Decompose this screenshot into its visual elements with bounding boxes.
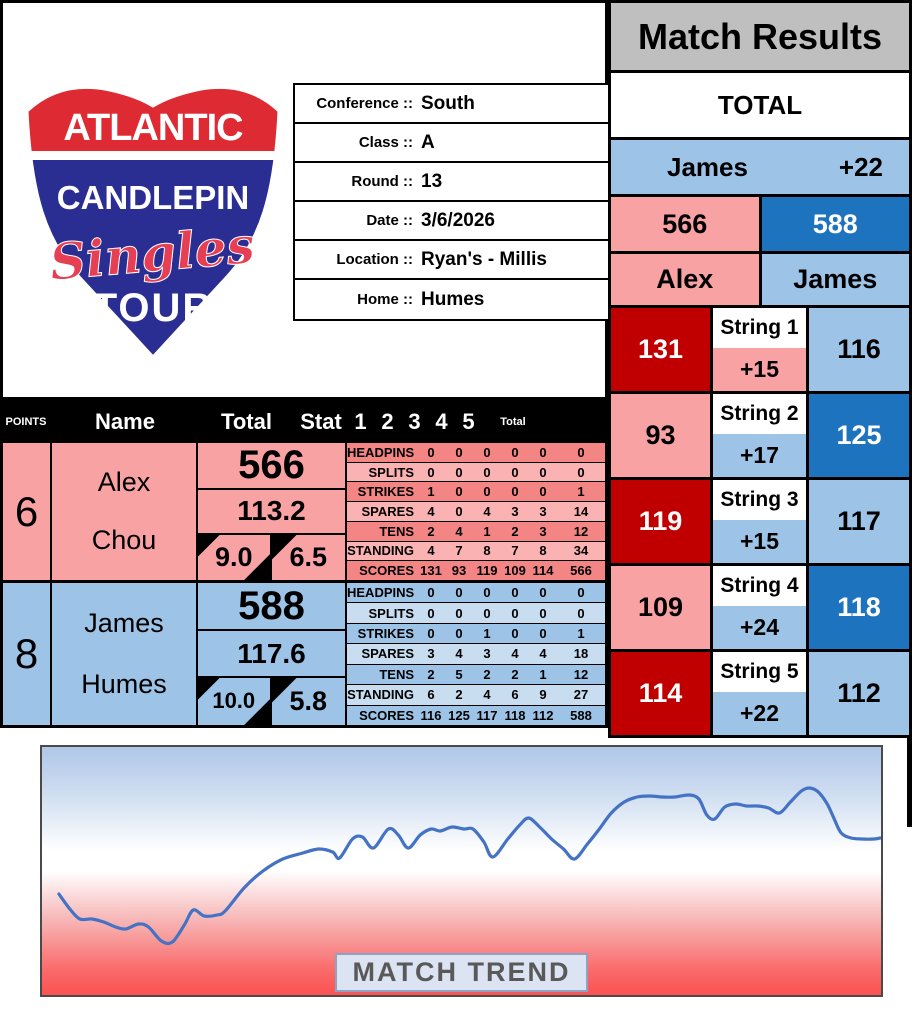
stat-value: 0 — [455, 444, 463, 460]
stat-value: 4 — [539, 646, 547, 662]
string-label-cell — [713, 480, 809, 563]
stat-value: 0 — [539, 484, 547, 500]
stat-value: 0 — [483, 605, 491, 621]
stat-value: 119 — [476, 563, 498, 579]
trend-line — [59, 788, 880, 944]
stat-value: 0 — [483, 464, 491, 480]
page-title: Match Results — [611, 3, 909, 73]
col-points: POINTS — [5, 415, 47, 428]
stat-label: SCORES — [359, 707, 414, 723]
tour-shield-logo — [17, 59, 289, 371]
mark-split-cell — [198, 535, 345, 580]
alex-string-score: 109 — [611, 566, 713, 649]
stat-value: 566 — [570, 563, 592, 579]
stat-value: 1 — [539, 666, 547, 682]
match-winner-row — [611, 140, 909, 197]
alex-total-score: 566 — [611, 197, 762, 251]
stat-mini-table — [347, 583, 605, 725]
stat-value: 2 — [511, 523, 519, 539]
stat-value: 0 — [539, 444, 547, 460]
running-margin: +17 — [713, 434, 806, 477]
info-label: Round :: — [351, 173, 413, 190]
col-g3: 3 — [408, 408, 421, 434]
stat-value: 0 — [427, 585, 435, 601]
player-total-cell — [198, 443, 347, 580]
stat-value: 3 — [427, 646, 435, 662]
trend-label: MATCH TREND — [335, 953, 589, 992]
stat-label: TENS — [379, 666, 414, 682]
mark-right: 6.5 — [272, 535, 346, 580]
stat-value: 131 — [420, 563, 442, 579]
logo-info-panel — [0, 0, 608, 400]
stat-value: 3 — [511, 504, 519, 520]
col-g4: 4 — [435, 408, 448, 434]
match-info-table — [293, 83, 611, 321]
alex-string-score: 119 — [611, 480, 713, 563]
mark-left: 9.0 — [198, 535, 272, 580]
stat-value: 109 — [504, 563, 526, 579]
stat-value: 0 — [483, 585, 491, 601]
stat-value: 1 — [577, 626, 585, 642]
col-name: Name — [95, 408, 155, 434]
stat-label: SPLITS — [368, 464, 414, 480]
stat-value: 0 — [427, 605, 435, 621]
stat-value: 18 — [573, 646, 589, 662]
stat-value: 4 — [455, 523, 463, 539]
last-name: Chou — [91, 525, 157, 556]
string-row-5 — [611, 652, 909, 735]
last-name: Humes — [81, 669, 167, 699]
col-g1: 1 — [354, 408, 367, 434]
stat-value: 0 — [427, 626, 435, 642]
info-label: Class :: — [358, 134, 413, 151]
stat-value: 8 — [483, 543, 491, 559]
stat-label: HEADPINS — [347, 444, 415, 460]
stat-value: 27 — [573, 687, 589, 703]
string-row-4 — [611, 566, 909, 652]
string-row-1 — [611, 308, 909, 394]
stat-row-scores — [347, 706, 605, 725]
stat-value: 0 — [455, 626, 463, 642]
alex-string-score: 131 — [611, 308, 713, 391]
stat-value: 0 — [577, 605, 585, 621]
player-names-row — [611, 254, 909, 308]
string-label-cell — [713, 308, 809, 391]
stat-label: SPARES — [361, 646, 414, 662]
stat-value: 4 — [427, 543, 435, 559]
stat-value: 0 — [427, 444, 435, 460]
string-label-cell — [713, 394, 809, 477]
stat-value: 117 — [476, 707, 498, 723]
stat-value: 0 — [511, 585, 519, 601]
winner-margin: +22 — [838, 151, 883, 182]
stat-value: 0 — [455, 504, 463, 520]
series-average: 117.6 — [198, 631, 345, 677]
stat-row-standing — [347, 542, 605, 562]
stat-row-splits — [347, 603, 605, 623]
alex-string-score: 114 — [611, 652, 713, 735]
string-row-3 — [611, 480, 909, 566]
stat-value: 0 — [455, 605, 463, 621]
stat-value: 0 — [511, 605, 519, 621]
stat-value: 125 — [448, 707, 470, 723]
stat-value: 0 — [539, 464, 547, 480]
stat-value: 2 — [483, 666, 491, 682]
col-total-small: Total — [500, 415, 526, 428]
stats-table-header — [0, 400, 608, 443]
alex-name-cell: Alex — [611, 254, 762, 305]
stat-value: 0 — [427, 464, 435, 480]
info-label: Location :: — [336, 251, 413, 268]
stat-value: 112 — [532, 707, 554, 723]
info-row-round — [295, 163, 609, 202]
string-label-cell — [713, 652, 809, 735]
string-label: String 2 — [713, 394, 806, 434]
info-value: A — [421, 131, 435, 153]
james-total-score: 588 — [762, 197, 910, 251]
stat-value: 12 — [573, 523, 589, 539]
stat-value: 0 — [455, 484, 463, 500]
col-g2: 2 — [381, 408, 394, 434]
series-total: 588 — [198, 583, 345, 631]
string-label: String 1 — [713, 308, 806, 348]
series-total: 566 — [198, 443, 345, 490]
info-label: Conference :: — [316, 95, 413, 112]
points-value: 8 — [3, 583, 52, 725]
info-value: Ryan's - Millis — [421, 248, 547, 270]
player-total-cell — [198, 583, 347, 725]
stat-value: 4 — [427, 504, 435, 520]
stat-value: 2 — [427, 666, 435, 682]
stat-value: 0 — [539, 605, 547, 621]
total-heading: TOTAL — [611, 73, 909, 140]
stat-mini-table — [347, 443, 605, 580]
stat-row-splits — [347, 463, 605, 483]
stat-value: 0 — [577, 444, 585, 460]
stat-label: STANDING — [347, 687, 414, 703]
stat-value: 4 — [455, 646, 463, 662]
stat-value: 8 — [539, 543, 547, 559]
stat-row-tens — [347, 522, 605, 542]
james-string-score: 116 — [809, 308, 909, 391]
stat-label: TENS — [379, 523, 414, 539]
mark-right: 5.8 — [272, 678, 346, 725]
stat-value: 0 — [511, 626, 519, 642]
stat-row-standing — [347, 685, 605, 705]
mark-left: 10.0 — [198, 678, 272, 725]
stat-value: 2 — [427, 523, 435, 539]
sheet-edge-mark — [907, 737, 912, 827]
stat-value: 0 — [577, 464, 585, 480]
stat-label: SPLITS — [368, 605, 414, 621]
string-label: String 5 — [713, 652, 806, 692]
shield-divider — [17, 151, 289, 160]
james-string-score: 117 — [809, 480, 909, 563]
string-row-2 — [611, 394, 909, 480]
stat-value: 116 — [420, 707, 442, 723]
info-value: 13 — [421, 170, 443, 192]
stat-label: STRIKES — [357, 626, 414, 642]
alex-string-score: 93 — [611, 394, 713, 477]
stat-value: 118 — [504, 707, 526, 723]
stat-value: 5 — [455, 666, 463, 682]
james-string-score: 118 — [809, 566, 909, 649]
stat-value: 3 — [539, 504, 547, 520]
stat-value: 114 — [532, 563, 554, 579]
stat-value: 2 — [511, 666, 519, 682]
string-results — [611, 308, 909, 735]
stat-value: 4 — [483, 687, 491, 703]
info-label: Date :: — [366, 212, 413, 229]
info-value: South — [421, 92, 475, 114]
stat-value: 6 — [427, 687, 435, 703]
stat-row-headpins — [347, 583, 605, 603]
string-label: String 3 — [713, 480, 806, 520]
stat-row-scores — [347, 561, 605, 580]
stat-value: 0 — [511, 484, 519, 500]
stat-value: 4 — [511, 646, 519, 662]
player-name-cell — [52, 583, 198, 725]
logo-text-singles: Singles — [47, 215, 257, 292]
stat-value: 7 — [455, 543, 463, 559]
stat-value: 3 — [539, 523, 547, 539]
stat-value: 93 — [451, 563, 467, 579]
info-row-conference — [295, 85, 609, 124]
stat-value: 0 — [577, 585, 585, 601]
stat-row-tens — [347, 665, 605, 685]
stat-value: 3 — [483, 646, 491, 662]
stat-value: 4 — [483, 504, 491, 520]
info-value: 3/6/2026 — [421, 209, 495, 231]
stat-value: 0 — [483, 444, 491, 460]
stat-value: 0 — [511, 464, 519, 480]
stat-value: 34 — [573, 543, 589, 559]
results-panel — [608, 0, 912, 738]
info-label: Home :: — [357, 291, 413, 308]
string-label-cell — [713, 566, 809, 649]
player-name-cell — [52, 443, 198, 580]
mark-split-cell — [198, 678, 345, 725]
running-margin: +24 — [713, 606, 806, 649]
stat-row-strikes — [347, 624, 605, 644]
stat-value: 1 — [483, 626, 491, 642]
col-total: Total — [221, 408, 272, 434]
logo-text-atlantic: ATLANTIC — [63, 107, 243, 149]
series-average: 113.2 — [198, 490, 345, 535]
player-block-james — [0, 583, 608, 728]
stat-row-spares — [347, 644, 605, 664]
running-margin: +15 — [713, 520, 806, 563]
stat-value: 0 — [483, 484, 491, 500]
stat-row-strikes — [347, 482, 605, 502]
winner-name: James — [667, 151, 748, 182]
info-value: Humes — [421, 288, 485, 310]
stat-label: HEADPINS — [347, 585, 415, 601]
stat-value: 9 — [539, 687, 547, 703]
stat-label: SPARES — [361, 504, 414, 520]
running-margin: +22 — [713, 692, 806, 735]
stat-value: 0 — [455, 464, 463, 480]
info-row-home — [295, 280, 609, 319]
match-trend-chart — [40, 745, 883, 997]
stat-label: STRIKES — [357, 484, 414, 500]
total-scores-row — [611, 197, 909, 254]
stat-label: STANDING — [347, 543, 414, 559]
stat-value: 7 — [511, 543, 519, 559]
stat-value: 0 — [539, 585, 547, 601]
stat-value: 0 — [511, 444, 519, 460]
stat-row-spares — [347, 502, 605, 522]
stat-value: 12 — [573, 666, 589, 682]
stat-row-headpins — [347, 443, 605, 463]
first-name: Alex — [97, 466, 151, 497]
james-string-score: 112 — [809, 652, 909, 735]
player-block-alex — [0, 443, 608, 583]
running-margin: +15 — [713, 348, 806, 391]
col-stat: Stat — [300, 408, 342, 434]
stat-value: 0 — [539, 626, 547, 642]
stat-value: 588 — [570, 707, 592, 723]
james-string-score: 125 — [809, 394, 909, 477]
logo-text-candlepin: CANDLEPIN — [56, 179, 250, 216]
stat-value: 1 — [577, 484, 585, 500]
col-g5: 5 — [462, 408, 475, 434]
stat-value: 2 — [455, 687, 463, 703]
points-value: 6 — [3, 443, 52, 580]
stat-value: 1 — [483, 523, 491, 539]
stat-value: 6 — [511, 687, 519, 703]
info-row-date — [295, 202, 609, 241]
info-row-location — [295, 241, 609, 280]
james-name-cell: James — [762, 254, 910, 305]
string-label: String 4 — [713, 566, 806, 606]
stat-label: SCORES — [359, 563, 414, 579]
info-row-class — [295, 124, 609, 163]
logo-text-tour: TOUR — [92, 286, 214, 330]
stat-value: 0 — [455, 585, 463, 601]
first-name: James — [84, 608, 164, 638]
stat-value: 1 — [427, 484, 435, 500]
stat-value: 14 — [573, 504, 589, 520]
